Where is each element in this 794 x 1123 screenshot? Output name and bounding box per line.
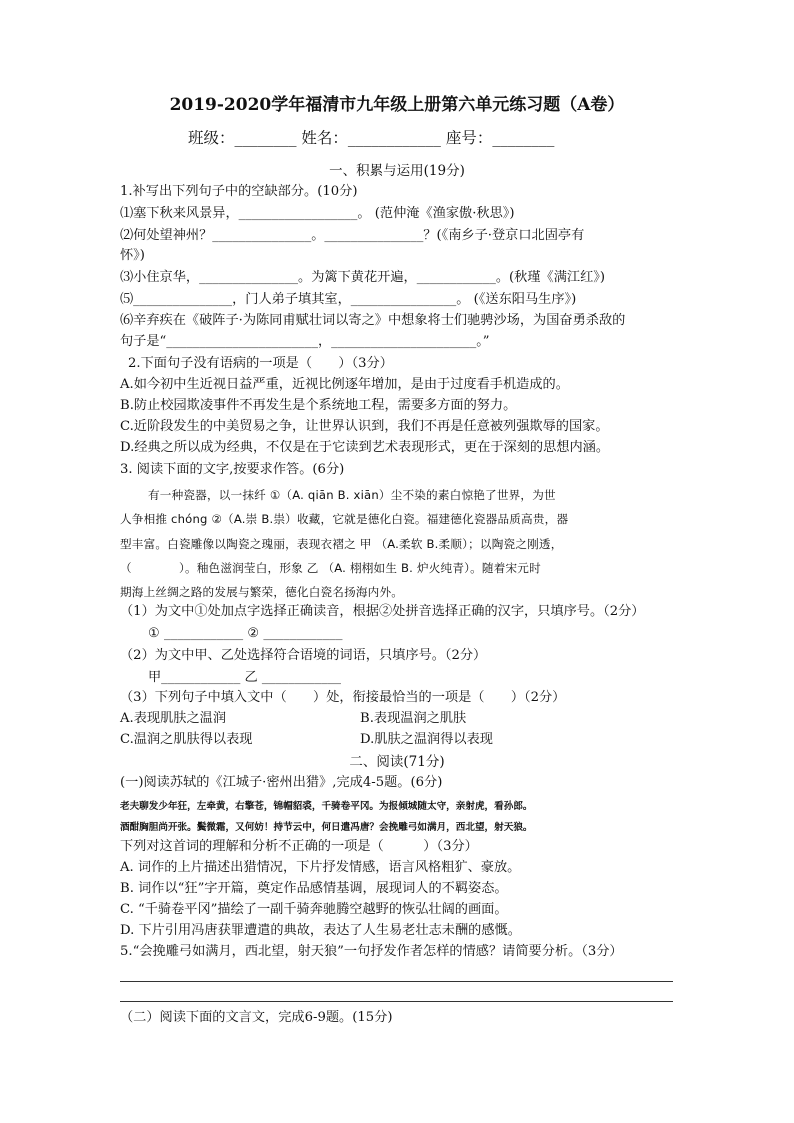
q1-line: ⑵何处望神州？_______________。_______________？(《南乡子·登京口北固亭有 (120, 228, 585, 243)
q5-stem: 5.“会挽雕弓如满月，西北望，射天狼”一句抒发作者怎样的情感？请简要分析。（3分） (120, 944, 623, 959)
part1-stem: (一)阅读苏轼的《江城子·密州出猎》,完成4-5题。(6分) (120, 775, 443, 790)
q3-sub3: （3）下列句子中填入文中（ ）处，衔接最恰当的一项是（ ）（2分） (120, 690, 566, 705)
q3-option-a: A.表现肌肤之温润 (120, 711, 227, 726)
student-info-line: 班级：________ 姓名：____________ 座号：________ (188, 129, 555, 147)
q1-stem: 1.补写出下列句子中的空缺部分。(10分) (120, 184, 358, 199)
section1-heading: 一、积累与运用(19分) (329, 163, 465, 179)
q4-option-a: A. 词作的上片描述出猎情况，下片抒发情感，语言风格粗犷、豪放。 (120, 860, 521, 875)
q2-option-b: B.防止校园欺凌事件不再发生是个系统地工程，需要多方面的努力。 (120, 398, 517, 413)
q2-option-c: C.近阶段发生的中美贸易之争，让世界认识到，我们不再是任意被列强欺辱的国家。 (120, 419, 609, 434)
q1-line: ⑹辛弃疾在《破阵子·为陈同甫赋壮词以寄之》中想象将士们驰骋沙场，为国奋勇杀敌的 (120, 313, 626, 328)
q3-passage-line: 型丰富。白瓷雕像以陶瓷之瑰丽，表现衣褶之 甲 （A.柔软 B.柔顺）；以陶瓷之刚透， (120, 537, 563, 551)
poem-line: 酒酣胸胆尚开张。鬓微霜，又何妨！持节云中，何日遣冯唐？会挽雕弓如满月，西北望，射天狼。 (120, 822, 533, 833)
q3-passage-line: 有一种瓷器，以一抹纤 ①（A. qiān B. xiān）尘不染的素白惊艳了世界，为世 (148, 488, 556, 502)
q4-option-d: D. 下片引用冯唐获罪遭遣的典故，表达了人生易老壮志未酬的感慨。 (120, 923, 521, 938)
q1-line: 怀》) (120, 248, 145, 263)
q2-option-a: A.如今初中生近视日益严重，近视比例逐年增加，是由于过度看手机造成的。 (120, 377, 569, 392)
q4-stem: 下列对这首词的理解和分析不正确的一项是（ ）（3分） (120, 839, 478, 854)
q4-option-c: C. “千骑卷平冈”描绘了一副千骑奔驰腾空越野的恢弘壮阔的画面。 (120, 902, 508, 917)
q1-line: ⑴塞下秋来风景异，__________________。 (范仲淹《渔家傲·秋思》) (120, 206, 515, 221)
q3-option-c: C.温润之肌肤得以表现 (120, 732, 253, 747)
q3-passage-line: 期海上丝绸之路的发展与繁荣，德化白瓷名扬海内外。 (120, 585, 404, 599)
q3-sub1: （1）为文中①处加点字选择正确读音，根据②处拼音选择正确的汉字，只填序号。（2分） (120, 604, 645, 619)
part2-stem: （二）阅读下面的文言文，完成6-9题。(15分) (120, 1010, 393, 1025)
q3-sub1-blanks: ① ____________ ② ____________ (148, 626, 343, 641)
q3-passage-line: （ ）。釉色滋润莹白，形象 乙 （A. 栩栩如生 B. 炉火纯青）。随着宋元时 (120, 561, 541, 575)
q2-option-d: D.经典之所以成为经典，不仅是在于它读到艺术表现形式，更在于深刻的思想内涵。 (120, 440, 610, 455)
q3-stem: 3. 阅读下面的文字,按要求作答。(6分) (120, 462, 345, 477)
q2-stem: 2.下面句子没有语病的一项是（ ）（3分） (128, 356, 393, 371)
answer-line (120, 981, 673, 982)
q1-line: ⑸_______________，门人弟子填其室，________________。 (《送东阳马生序》) (120, 292, 577, 307)
q1-line: 句子是“_______________________，______________________。” (120, 334, 490, 349)
answer-line (120, 1001, 673, 1002)
q4-option-b: B. 词作以“狂”字开篇，奠定作品感情基调，展现词人的不羁姿态。 (120, 881, 508, 896)
q3-sub2-blanks: 甲____________ 乙 ____________ (148, 670, 342, 685)
poem-line: 老夫聊发少年狂，左牵黄，右擎苍，锦帽貂裘，千骑卷平冈。为报倾城随太守，亲射虎，看孙郎。 (120, 801, 533, 812)
q3-sub2: （2）为文中甲、乙处选择符合语境的词语，只填序号。（2分） (120, 648, 487, 663)
q3-option-b: B.表现温润之肌肤 (360, 711, 467, 726)
q1-line: ⑶小住京华，_______________。为篱下黄花开遍，____________。(秋瑾《满江红》) (120, 270, 606, 285)
q3-option-d: D.肌肤之温润得以表现 (360, 732, 493, 747)
q3-passage-line: 人争相推 chóng ②（A.崇 B.祟）收藏，它就是德化白瓷。福建德化瓷器品质高贵，器 (120, 512, 569, 526)
page-title: 2019-2020学年福清市九年级上册第六单元练习题（A卷） (169, 95, 625, 115)
section2-heading: 二、阅读(71分) (349, 754, 445, 770)
